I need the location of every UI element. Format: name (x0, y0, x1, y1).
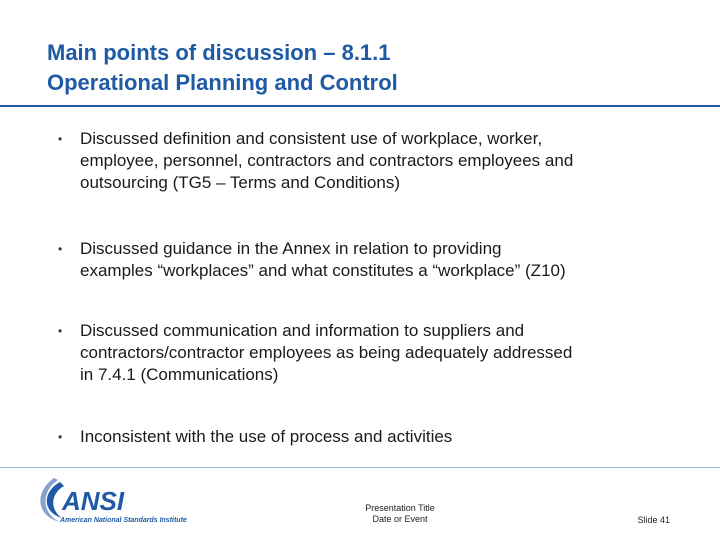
bullet-text (80, 320, 678, 386)
title-divider (0, 105, 720, 107)
slide-title-line-2: Operational Planning and Control (47, 70, 398, 95)
footer-date-or-event: Date or Event (372, 514, 428, 524)
bullet-item (58, 426, 678, 448)
bullet-text (80, 426, 678, 448)
footer-presentation-title: Presentation Title (365, 503, 435, 513)
bullet-icon: • (58, 324, 63, 338)
logo-wordmark: ANSI (62, 486, 125, 516)
footer-presentation-info (330, 503, 470, 525)
bullet-item (58, 238, 678, 282)
bullet-icon: • (58, 242, 63, 256)
bullet-text (80, 128, 678, 194)
bullet-text-line: Inconsistent with the use of process and activities (80, 427, 453, 446)
bullet-item (58, 320, 678, 386)
bullet-icon: • (58, 132, 63, 146)
bullet-text-line: outsourcing (TG5 – Terms and Conditions) (80, 173, 401, 192)
slide-title (47, 38, 687, 98)
bullet-icon: • (58, 430, 63, 444)
logo-subtitle: American National Standards Institute (60, 517, 187, 524)
bullet-text-line: in 7.4.1 (Communications) (80, 365, 279, 384)
bullet-item (58, 128, 678, 194)
bullet-text-line: Discussed definition and consistent use of workplace, worker, (80, 129, 543, 148)
bullet-text-line: contractors/contractor employees as being adequately addressed (80, 343, 573, 362)
bullet-text-line: Discussed guidance in the Annex in relation to providing (80, 239, 502, 258)
slide-title-line-1: Main points of discussion – 8.1.1 (47, 40, 391, 65)
bullet-text-line: employee, personnel, contractors and contractors employees and (80, 151, 574, 170)
bullet-text-line: examples “workplaces” and what constitutes a “workplace” (Z10) (80, 261, 566, 280)
bullet-text (80, 238, 678, 282)
footer-divider (0, 467, 720, 468)
bullet-text-line: Discussed communication and information to suppliers and (80, 321, 525, 340)
slide-number: Slide 41 (637, 515, 670, 525)
